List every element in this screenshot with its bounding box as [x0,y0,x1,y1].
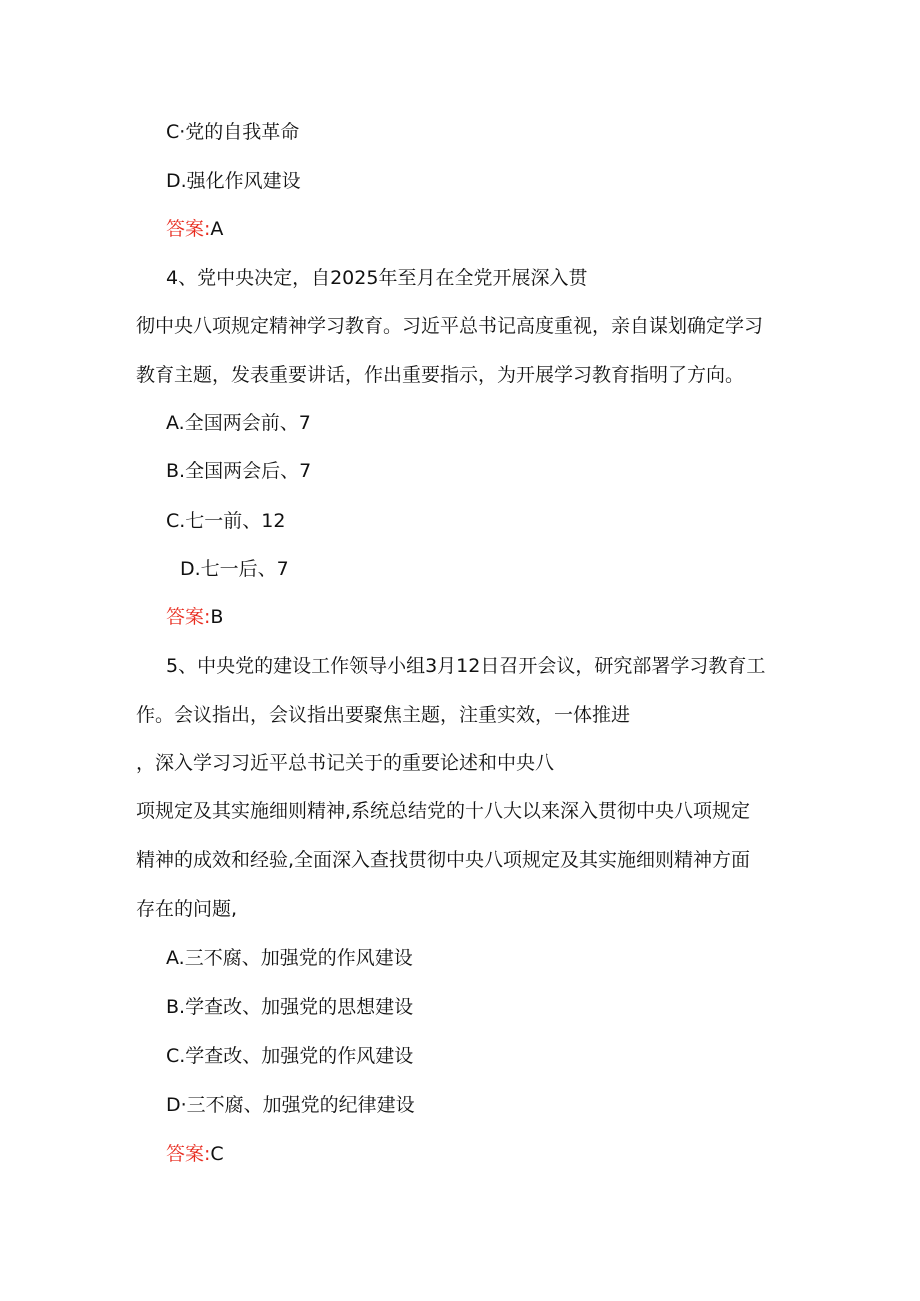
q3-answer [166,217,223,241]
answer-label: 答案: [166,218,211,240]
answer-label: 答案: [166,1143,211,1165]
q4-stem-line-2: 彻中央八项规定精神学习教育。习近平总书记高度重视，亲自谋划确定学习 [136,315,764,337]
q5-option-b: B.学查改、加强党的思想建设 [166,996,414,1018]
answer-value: A [210,218,224,240]
q5-stem-line-5: 精神的成效和经验,全面深入查找贯彻中央八项规定及其实施细则精神方面 [136,849,751,871]
q4-option-b: B.全国两会后、7 [166,460,312,482]
q4-answer [166,605,223,629]
q5-option-a: A.三不腐、加强党的作风建设 [166,947,413,969]
q5-answer [166,1142,224,1166]
q5-stem-line-2: 作。会议指出，会议指出要聚焦主题，注重实效，一体推进 [136,704,631,726]
q3-option-c: C·党的自我革命 [166,121,300,143]
q5-stem-line-1: 5、中央党的建设工作领导小组3月12日召开会议，研究部署学习教育工 [166,655,766,677]
q5-option-d: D·三不腐、加强党的纪律建设 [166,1094,415,1116]
q4-stem-line-1: 4、党中央决定，自2025年至月在全党开展深入贯 [166,267,588,289]
q4-option-a: A.全国两会前、7 [166,412,311,434]
q4-stem-line-3: 教育主题，发表重要讲话，作出重要指示，为开展学习教育指明了方向。 [136,364,745,386]
answer-value: C [210,1143,224,1165]
q3-option-d: D.强化作风建设 [166,170,301,192]
q5-option-c: C.学查改、加强党的作风建设 [166,1045,414,1067]
q4-option-c: C.七一前、12 [166,510,286,532]
q5-stem-line-4: 项规定及其实施细则精神,系统总结党的十八大以来深入贯彻中央八项规定 [136,800,751,822]
answer-label: 答案: [166,606,211,628]
q4-option-d: D.七一后、7 [180,558,289,580]
answer-value: B [210,606,224,628]
q5-stem-line-3: ，深入学习习近平总书记关于的重要论述和中央八 [136,752,555,774]
q5-stem-line-6: 存在的问题, [136,898,238,920]
